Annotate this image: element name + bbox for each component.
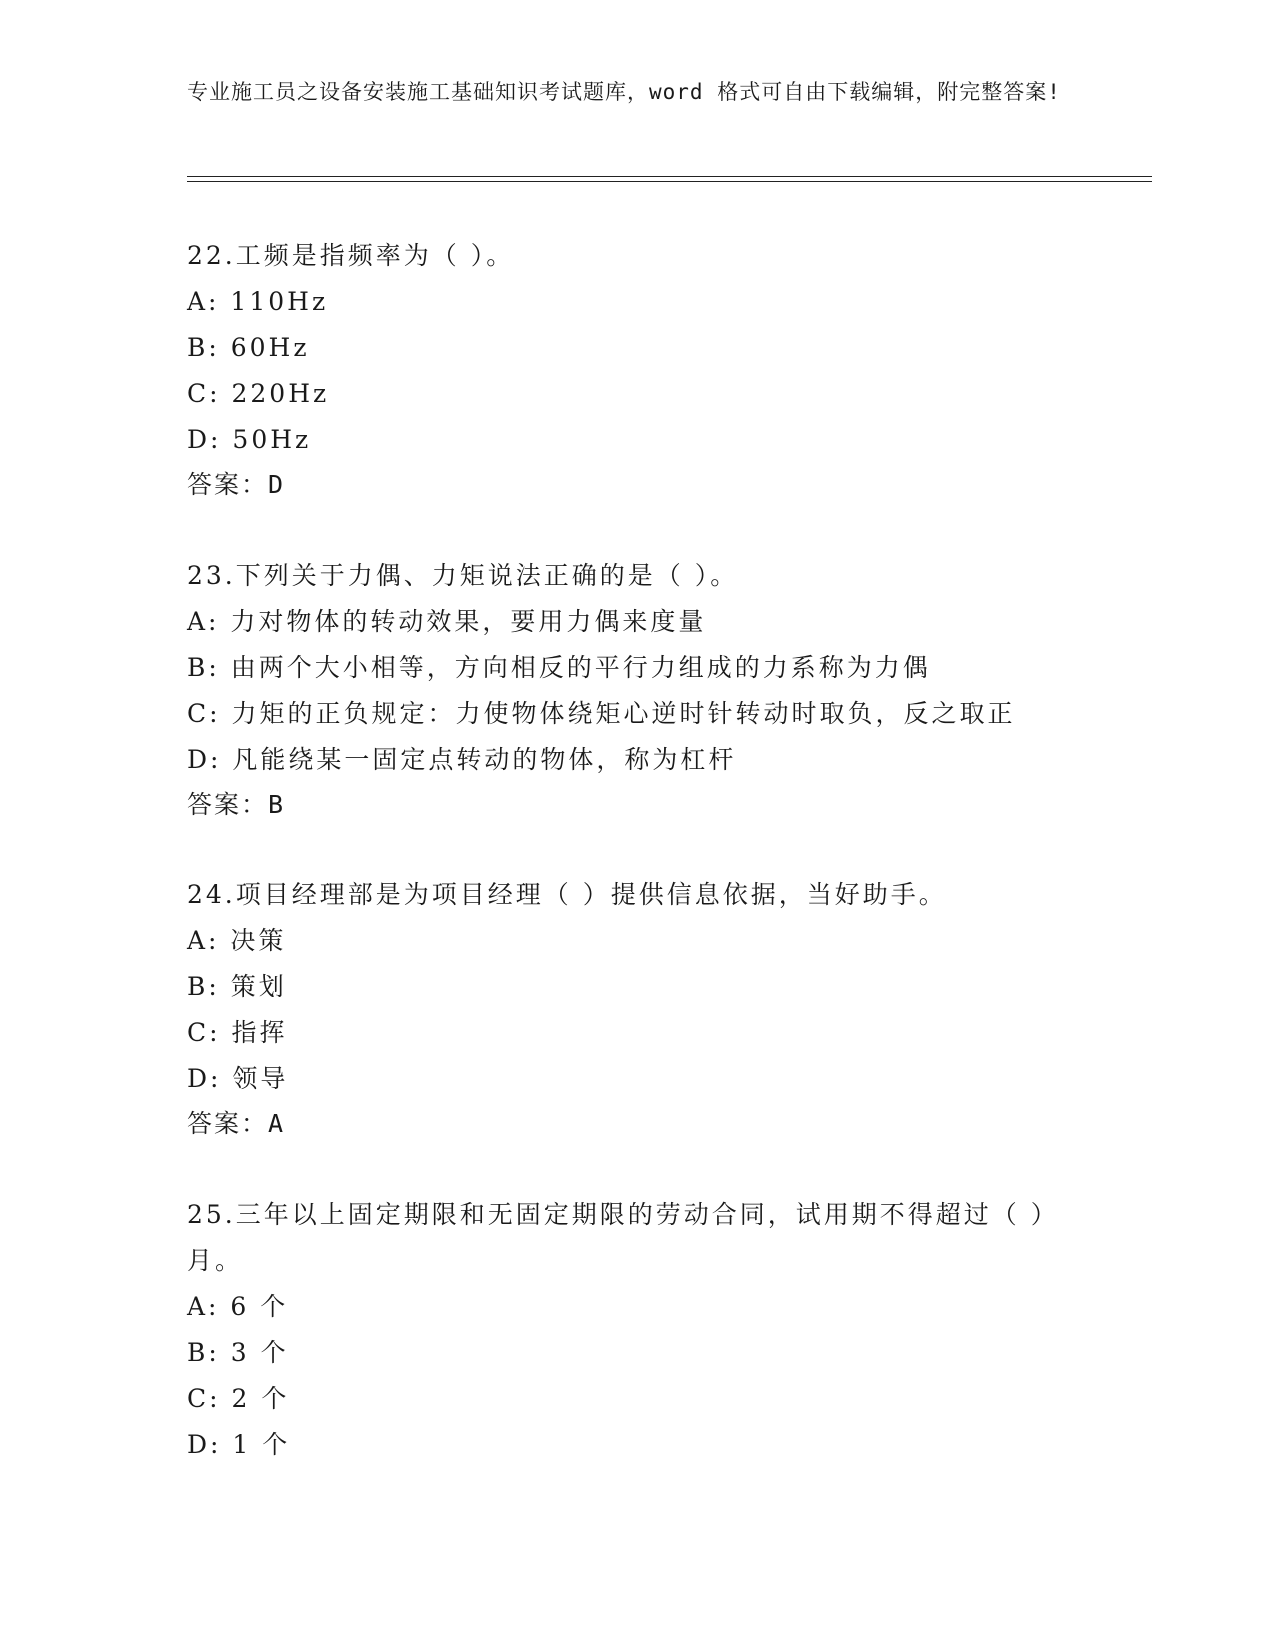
option-b: B: 策划: [187, 972, 287, 1001]
question-stem: 23.下列关于力偶、力矩说法正确的是（ ）。: [187, 561, 739, 590]
option-d: D: 凡能绕某一固定点转动的物体，称为杠杆: [187, 745, 737, 774]
answer-line: 答案：D: [187, 470, 286, 499]
option-c: C: 2 个: [187, 1384, 290, 1413]
header-divider-top: [187, 176, 1152, 177]
answer-line: 答案：A: [187, 1109, 286, 1138]
option-a: A: 决策: [187, 926, 287, 955]
answer-line: 答案：B: [187, 790, 286, 819]
question-22: [187, 233, 1087, 507]
question-25: [187, 1192, 1087, 1468]
option-b: B: 60Hz: [187, 333, 310, 362]
option-b: B: 由两个大小相等，方向相反的平行力组成的力系称为力偶: [187, 653, 931, 682]
header-divider-bottom: [187, 181, 1152, 182]
question-stem: 24.项目经理部是为项目经理（ ）提供信息依据，当好助手。: [187, 880, 947, 909]
option-c: C: 力矩的正负规定：力使物体绕矩心逆时针转动时取负，反之取正: [187, 699, 1016, 728]
question-stem: 25.三年以上固定期限和无固定期限的劳动合同，试用期不得超过（ ）月。: [187, 1200, 1059, 1275]
option-d: D: 1 个: [187, 1430, 291, 1459]
question-stem: 22.工频是指频率为（ ）。: [187, 241, 515, 270]
option-d: D: 50Hz: [187, 425, 312, 454]
option-a: A: 110Hz: [187, 287, 329, 316]
question-24: [187, 872, 1087, 1146]
option-b: B: 3 个: [187, 1338, 289, 1367]
option-c: C: 220Hz: [187, 379, 330, 408]
option-d: D: 领导: [187, 1064, 289, 1093]
question-23: [187, 553, 1087, 827]
option-c: C: 指挥: [187, 1018, 288, 1047]
option-a: A: 力对物体的转动效果，要用力偶来度量: [187, 607, 707, 636]
document-header: 专业施工员之设备安装施工基础知识考试题库，word 格式可自由下载编辑，附完整答案!: [187, 80, 1061, 104]
option-a: A: 6 个: [187, 1292, 289, 1321]
